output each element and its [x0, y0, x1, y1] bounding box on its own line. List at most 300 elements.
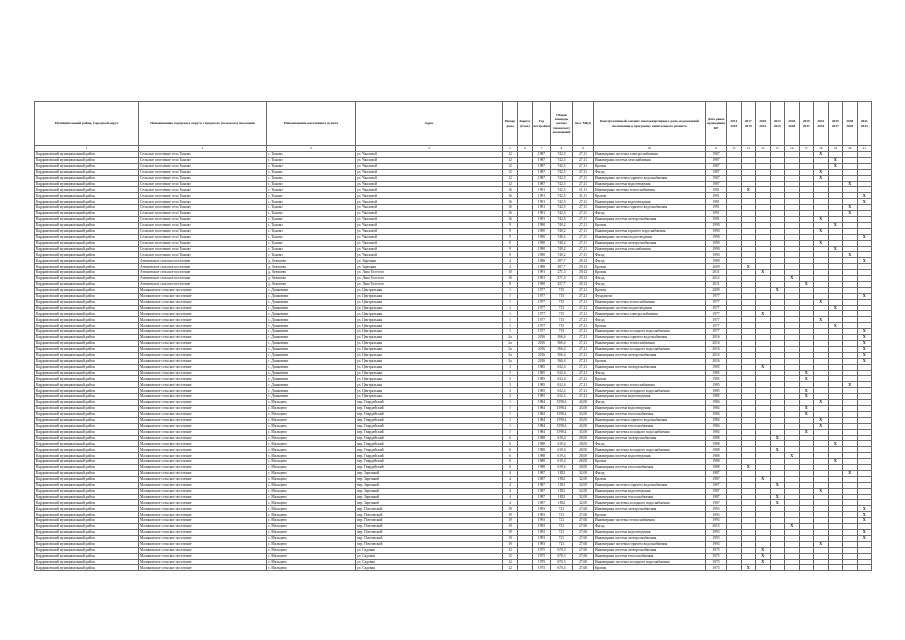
table-cell: 27,11 — [573, 240, 594, 246]
column-number: 1 — [35, 146, 139, 152]
table-cell: 1987 — [706, 488, 727, 494]
table-cell: 1984 — [706, 423, 727, 429]
table-cell: 271,3 — [551, 276, 573, 282]
table-cell: 1987 — [706, 500, 727, 506]
table-cell: Кардымовский муниципальный район — [35, 394, 139, 400]
table-cell: Кардымовский муниципальный район — [35, 500, 139, 506]
table-cell: 27,11 — [573, 252, 594, 258]
table-cell: 1991 — [533, 216, 551, 222]
table-cell: пер. Заречный — [356, 470, 503, 476]
table-cell: 1977 — [706, 323, 727, 329]
table-cell: Инженерная система электроснабжения — [594, 352, 706, 358]
table-cell: с. Тынлят — [267, 169, 356, 175]
column-header: Адрес — [356, 102, 503, 146]
table-cell: 27,11 — [573, 181, 594, 187]
table-cell: 1991 — [706, 205, 727, 211]
table-cell: 1993 — [706, 512, 727, 518]
table-cell: 1 — [503, 417, 518, 423]
table-cell: 32,00 — [573, 482, 594, 488]
table-cell: 1852 — [551, 476, 573, 482]
table-cell: 4 — [503, 494, 518, 500]
table-cell: 27,11 — [573, 246, 594, 252]
table-cell: Малиновское сельское поселение — [139, 559, 267, 565]
table-cell: 12 — [503, 175, 518, 181]
table-cell: пер. Гвардейский — [356, 465, 503, 471]
table-cell: пер. Гвардейский — [356, 429, 503, 435]
table-row — [35, 565, 872, 571]
column-number: 4 — [356, 146, 503, 152]
table-cell: Сельское поселение село Тынлят — [139, 246, 267, 252]
table-cell: Сельское поселение село Тынлят — [139, 252, 267, 258]
table-cell: 27,60 — [573, 518, 594, 524]
table-cell: Малиновское сельское поселение — [139, 423, 267, 429]
table-cell: с. Мальцево — [267, 512, 356, 518]
table-cell: 1993 — [533, 518, 551, 524]
table-cell: 1975 — [533, 553, 551, 559]
period-cell: X — [857, 193, 872, 199]
table-cell: 1985 — [533, 382, 551, 388]
table-cell: 271,3 — [551, 270, 573, 276]
table-cell: Кровля — [594, 163, 706, 169]
table-cell: ул. Центральная — [356, 293, 503, 299]
period-cell: X — [828, 163, 843, 169]
table-cell: 10 — [503, 270, 518, 276]
period-cell: X — [857, 346, 872, 352]
table-cell: 2а — [503, 346, 518, 352]
period-cell — [756, 565, 771, 571]
table-cell: 715 — [551, 287, 573, 293]
table-cell: ул. Льва Толстого — [356, 276, 503, 282]
table-cell: 12 — [503, 163, 518, 169]
table-cell: 721 — [551, 512, 573, 518]
period-cell — [799, 565, 814, 571]
table-cell: 28,00 — [573, 453, 594, 459]
column-header: 2017 2019 — [741, 102, 756, 146]
period-cell: X — [857, 199, 872, 205]
table-cell: Инженерная система электроснабжения — [594, 216, 706, 222]
table-cell: 566,4 — [551, 341, 573, 347]
table-cell: Сельское поселение село Тынлят — [139, 187, 267, 193]
table-cell: 619,4 — [551, 459, 573, 465]
table-cell: пер. Почтовский — [356, 512, 503, 518]
table-cell: 1988 — [706, 435, 727, 441]
table-cell: 632,4 — [551, 364, 573, 370]
table-cell: Кардымовский муниципальный район — [35, 305, 139, 311]
table-cell: 1988 — [706, 453, 727, 459]
table-cell: 1975 — [533, 565, 551, 571]
table-cell: 1984 — [706, 400, 727, 406]
table-cell: Кардымовский муниципальный район — [35, 429, 139, 435]
table-cell: Инженерные системы холодного водоснабжения — [594, 447, 706, 453]
table-cell: д. Атюшево — [267, 258, 356, 264]
period-cell: X — [756, 553, 771, 559]
table-cell: Сельское поселение село Тынлят — [139, 163, 267, 169]
table-cell: 1598,4 — [551, 411, 573, 417]
column-header: 2023 2025 — [770, 102, 785, 146]
table-cell: Инженерная система электроснабжения — [594, 435, 706, 441]
table-cell: 1977 — [706, 317, 727, 323]
table-cell: 1993 — [706, 530, 727, 536]
table-cell: 740,2 — [551, 246, 573, 252]
table-cell: с. Донковичи — [267, 287, 356, 293]
table-cell: с. Мальцево — [267, 500, 356, 506]
table-cell: 1852 — [551, 488, 573, 494]
table-cell: Фасад — [594, 276, 706, 282]
table-cell: 6 — [503, 447, 518, 453]
table-cell: Малиновское сельское поселение — [139, 565, 267, 571]
period-cell: X — [843, 470, 858, 476]
table-cell: 27,60 — [573, 565, 594, 571]
table-cell: 1990 — [706, 252, 727, 258]
table-cell: с. Мальцево — [267, 453, 356, 459]
table-cell: Кардымовский муниципальный район — [35, 358, 139, 364]
table-cell: Фасад — [594, 211, 706, 217]
table-cell: 740,2 — [551, 222, 573, 228]
table-cell: 1975 — [706, 559, 727, 565]
table-cell: 1987 — [533, 482, 551, 488]
table-cell: Малиновское сельское поселение — [139, 530, 267, 536]
table-cell: 27,21 — [573, 370, 594, 376]
column-header: 2014 2016 — [727, 102, 742, 146]
table-cell: ул. Чкаловой — [356, 152, 503, 158]
period-cell: X — [799, 370, 814, 376]
table-cell: 12 — [503, 169, 518, 175]
table-cell: Кардымовский муниципальный район — [35, 518, 139, 524]
column-number: 13 — [741, 146, 756, 152]
table-cell: пер. Гвардейский — [356, 459, 503, 465]
period-cell: X — [857, 234, 872, 240]
table-cell: 27,21 — [573, 352, 594, 358]
table-cell: пер. Почтовский — [356, 524, 503, 530]
table-cell: Кардымовский муниципальный район — [35, 370, 139, 376]
column-header: Муниципальный район, Городской округ — [35, 102, 139, 146]
period-cell: X — [770, 287, 785, 293]
table-cell: Фасад — [594, 281, 706, 287]
table-cell: 566,4 — [551, 335, 573, 341]
table-cell: Фундамент — [594, 293, 706, 299]
period-cell: X — [814, 400, 829, 406]
period-cell: X — [814, 417, 829, 423]
table-cell: 1991 — [706, 216, 727, 222]
table-cell: 742,5 — [551, 181, 573, 187]
table-cell: ул. Центральная — [356, 305, 503, 311]
table-cell: 28,00 — [573, 441, 594, 447]
period-cell: X — [857, 335, 872, 341]
table-cell: 2012 — [706, 276, 727, 282]
table-cell: 1984 — [706, 429, 727, 435]
table-cell: Инженерные системы горячего водоснабжения — [594, 335, 706, 341]
table-cell: с. Мальцево — [267, 417, 356, 423]
table-cell: с. Мальцево — [267, 435, 356, 441]
table-cell: 740,2 — [551, 252, 573, 258]
table-cell: 3 — [503, 388, 518, 394]
period-cell: X — [857, 258, 872, 264]
table-cell: Кардымовский муниципальный район — [35, 400, 139, 406]
table-cell: ул. Центральная — [356, 370, 503, 376]
table-cell: пер. Гвардейский — [356, 441, 503, 447]
table-cell: Фасад — [594, 258, 706, 264]
table-cell: Сельское поселение село Тынлят — [139, 240, 267, 246]
table-cell: Инженерные системы горячего водоснабжения — [594, 205, 706, 211]
table-cell: Инженерная система горячего водоснабжения — [594, 228, 706, 234]
table-cell: Кардымовский муниципальный район — [35, 205, 139, 211]
column-header: Конструктивный элемент многоквартирного дома, подлежащий включению в программу капитального ремонта — [594, 102, 706, 146]
period-cell: X — [756, 270, 771, 276]
table-cell: 4 — [503, 470, 518, 476]
period-cell — [785, 565, 800, 571]
table-cell: с. Донковичи — [267, 358, 356, 364]
table-cell: Кардымовский муниципальный район — [35, 559, 139, 565]
table-cell: Малиновское сельское поселение — [139, 435, 267, 441]
table-cell: Малиновское сельское поселение — [139, 506, 267, 512]
column-number: 11 — [706, 146, 727, 152]
table-cell: Кардымовский муниципальный район — [35, 311, 139, 317]
table-cell: Малиновское сельское поселение — [139, 482, 267, 488]
table-cell: с. Мальцево — [267, 470, 356, 476]
table-cell: 2016 — [533, 335, 551, 341]
table-cell: ул. Чкаловой — [356, 240, 503, 246]
column-number: 14 — [756, 146, 771, 152]
period-cell: X — [857, 506, 872, 512]
table-cell: 1985 — [533, 370, 551, 376]
table-cell: 742,5 — [551, 187, 573, 193]
period-cell: X — [756, 476, 771, 482]
table-cell: 4 — [503, 482, 518, 488]
table-cell: Кардымовский муниципальный район — [35, 470, 139, 476]
header-row — [35, 102, 872, 146]
table-cell: 1 — [503, 317, 518, 323]
table-cell: пер. Гвардейский — [356, 417, 503, 423]
column-header: Корпус (блок) — [518, 102, 533, 146]
column-number: 21 — [857, 146, 872, 152]
table-cell: пер. Почтовский — [356, 530, 503, 536]
table-cell: Инженерные системы теплоснабжения — [594, 518, 706, 524]
table-cell: с. Тынлят — [267, 181, 356, 187]
period-cell: X — [843, 181, 858, 187]
table-cell: Кардымовский муниципальный район — [35, 222, 139, 228]
table-cell: Кардымовский муниципальный район — [35, 216, 139, 222]
table-cell: 3 — [503, 382, 518, 388]
table-cell: 2015 — [706, 524, 727, 530]
table-cell: 12 — [503, 152, 518, 158]
table-cell: 1993 — [533, 512, 551, 518]
table-cell: 1977 — [706, 305, 727, 311]
table-cell: с. Донковичи — [267, 341, 356, 347]
table-cell: 4 — [503, 488, 518, 494]
table-cell: ул. Центральная — [356, 382, 503, 388]
period-cell: X — [770, 482, 785, 488]
table-cell: 715 — [551, 305, 573, 311]
table-cell: 2а — [503, 352, 518, 358]
table-cell: 2011 — [706, 281, 727, 287]
table-cell: Кровля — [594, 222, 706, 228]
table-cell: 1 — [503, 311, 518, 317]
table-cell: с. Мальцево — [267, 411, 356, 417]
table-cell: 1977 — [533, 323, 551, 329]
column-number: 15 — [770, 146, 785, 152]
table-cell: 715 — [551, 311, 573, 317]
period-cell — [727, 565, 742, 571]
table-cell: ул. Центральная — [356, 317, 503, 323]
table-cell: ул. Чкаловой — [356, 181, 503, 187]
table-cell: 12 — [503, 181, 518, 187]
table-cell: 1991 — [533, 270, 551, 276]
table-cell: 2011 — [706, 270, 727, 276]
table-cell: 19 — [503, 541, 518, 547]
table-cell: 742,5 — [551, 175, 573, 181]
period-cell: X — [828, 246, 843, 252]
table-cell — [518, 565, 533, 571]
table-cell: Инженерные системы электроснабжения — [594, 311, 706, 317]
table-cell: 19 — [503, 535, 518, 541]
table-cell: ул. Центральная — [356, 352, 503, 358]
table-cell: 1852 — [551, 470, 573, 476]
table-cell: ул. Чкаловой — [356, 205, 503, 211]
table-cell: 43,00 — [573, 417, 594, 423]
table-cell: 29,12 — [573, 264, 594, 270]
table-cell: 1993 — [533, 506, 551, 512]
column-number: 12 — [727, 146, 742, 152]
table-cell: 27,21 — [573, 317, 594, 323]
table-cell: 4 — [503, 258, 518, 264]
table-cell: 1991 — [533, 205, 551, 211]
table-cell: 1987 — [706, 152, 727, 158]
table-cell: Кровля — [594, 565, 706, 571]
table-cell: ул. Чкаловой — [356, 222, 503, 228]
table-cell: 742,5 — [551, 193, 573, 199]
table-cell: 43,00 — [573, 411, 594, 417]
table-cell: Малиновское сельское поселение — [139, 512, 267, 518]
table-cell: 1985 — [706, 370, 727, 376]
table-cell: 43,00 — [573, 405, 594, 411]
table-cell: Кардымовский муниципальный район — [35, 541, 139, 547]
table-cell: Кровля — [594, 358, 706, 364]
table-cell: 619,4 — [551, 435, 573, 441]
table-cell: 1987 — [533, 169, 551, 175]
table-cell: 27,60 — [573, 547, 594, 553]
column-header: Кол. МКД — [573, 102, 594, 146]
table-cell: 27,11 — [573, 234, 594, 240]
table-cell: Кардымовский муниципальный район — [35, 169, 139, 175]
table-cell: 1987 — [706, 470, 727, 476]
table-cell: д. Атюшево — [267, 270, 356, 276]
table-cell: ул. Чкаловой — [356, 193, 503, 199]
table-cell: 1990 — [706, 246, 727, 252]
table-cell: Кардымовский муниципальный район — [35, 476, 139, 482]
column-number: 17 — [799, 146, 814, 152]
table-cell: пер. Заречный — [356, 494, 503, 500]
table-cell: 2а — [503, 335, 518, 341]
table-cell: 27,11 — [573, 152, 594, 158]
table-cell: 9 — [503, 234, 518, 240]
table-cell: 27,21 — [573, 388, 594, 394]
table-cell: 31,11 — [573, 187, 594, 193]
table-cell: 43,00 — [573, 423, 594, 429]
table-cell: 9 — [503, 240, 518, 246]
table-cell: Малиновское сельское поселение — [139, 476, 267, 482]
column-header: Дата ранее проведения КР — [706, 102, 727, 146]
table-cell: 742,5 — [551, 152, 573, 158]
table-cell: 742,5 — [551, 211, 573, 217]
table-cell: Кардымовский муниципальный район — [35, 565, 139, 571]
table-cell: 1991 — [706, 187, 727, 193]
table-cell: 1977 — [533, 299, 551, 305]
period-cell: X — [741, 465, 756, 471]
table-cell: Малиновское сельское поселение — [139, 453, 267, 459]
table-cell: 1984 — [533, 405, 551, 411]
table-cell: 1991 — [706, 199, 727, 205]
column-header: Номер дома — [503, 102, 518, 146]
column-header: 2032 2034 — [814, 102, 829, 146]
period-cell: X — [857, 341, 872, 347]
table-cell: 1 — [503, 405, 518, 411]
table-cell: 19 — [503, 524, 518, 530]
table-cell: Кардымовский муниципальный район — [35, 252, 139, 258]
table-cell: 1993 — [706, 506, 727, 512]
table-cell: Кардымовский муниципальный район — [35, 364, 139, 370]
table-cell: 1988 — [706, 465, 727, 471]
table-cell: Малиновское сельское поселение — [139, 547, 267, 553]
table-cell: 715 — [551, 317, 573, 323]
period-cell: X — [814, 317, 829, 323]
table-cell: 1988 — [533, 258, 551, 264]
table-cell: ул. Заречная — [356, 258, 503, 264]
table-cell: 1985 — [706, 382, 727, 388]
table-cell: с. Донковичи — [267, 352, 356, 358]
table-cell: Инженерные системы водоотведения — [594, 234, 706, 240]
table-cell: 1991 — [706, 211, 727, 217]
column-header: Наименование населенного пункта — [267, 102, 356, 146]
table-cell: 619,4 — [551, 453, 573, 459]
table-cell: 27,60 — [573, 553, 594, 559]
period-cell: X — [770, 447, 785, 453]
table-cell: Кардымовский муниципальный район — [35, 506, 139, 512]
table-cell: 1 — [503, 305, 518, 311]
period-cell: X — [857, 329, 872, 335]
table-cell: Кардымовский муниципальный район — [35, 281, 139, 287]
table-cell: 27,11 — [573, 199, 594, 205]
period-cell: X — [741, 565, 756, 571]
table-cell: 1977 — [533, 329, 551, 335]
table-cell: 1987 — [533, 500, 551, 506]
table-cell: Сельское поселение село Тынлят — [139, 211, 267, 217]
table-cell: Инженерные системы холодного водоснабжения — [594, 429, 706, 435]
table-cell: 632,4 — [551, 370, 573, 376]
table-cell: Малиновское сельское поселение — [139, 500, 267, 506]
table-cell: с. Мальцево — [267, 465, 356, 471]
period-cell: X — [857, 518, 872, 524]
table-cell: Малиновское сельское поселение — [139, 293, 267, 299]
table-cell: пер. Гвардейский — [356, 447, 503, 453]
table-cell: 27,21 — [573, 346, 594, 352]
table-cell: 29,12 — [573, 281, 594, 287]
table-cell: с. Мальцево — [267, 405, 356, 411]
table-cell: Инженерная система теплоснабжения — [594, 411, 706, 417]
table-cell: с. Тынлят — [267, 163, 356, 169]
table-cell: Фасад — [594, 470, 706, 476]
column-header: 2038 2040 — [843, 102, 858, 146]
table-cell: 1984 — [706, 411, 727, 417]
table-cell: 27,11 — [573, 211, 594, 217]
table-cell: 1975 — [533, 547, 551, 553]
table-cell: 632,4 — [551, 394, 573, 400]
table-cell: 29,12 — [573, 276, 594, 282]
table-cell: ул. Заречная — [356, 264, 503, 270]
table-cell: 1993 — [533, 524, 551, 530]
table-cell: ул. Центральная — [356, 329, 503, 335]
table-cell: Малиновское сельское поселение — [139, 323, 267, 329]
table-cell: Кардымовский муниципальный район — [35, 163, 139, 169]
